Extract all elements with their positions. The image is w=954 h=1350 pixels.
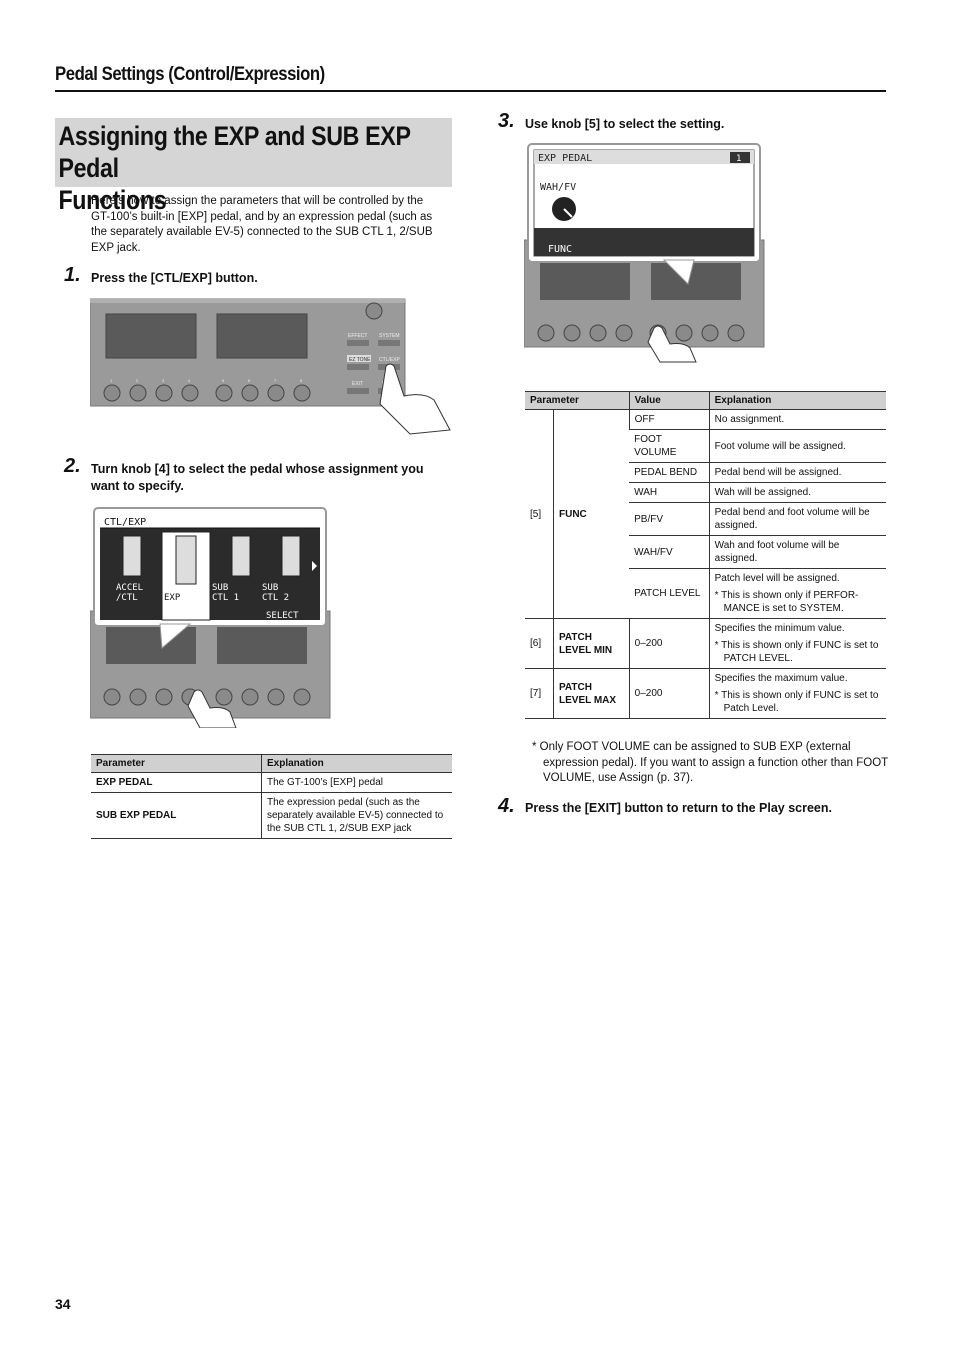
table-cell: PEDAL BEND: [629, 463, 709, 483]
lcd-item-accel: ACCEL: [116, 583, 144, 593]
exp-pedal-icon: [176, 536, 196, 584]
knob: [130, 689, 146, 705]
table-row: [525, 669, 886, 719]
knob: [242, 385, 258, 401]
knob: [268, 689, 284, 705]
settings-table: [525, 391, 886, 719]
accel-pedal-icon: [123, 536, 141, 576]
section-header: [55, 64, 886, 92]
knob-number: 7: [274, 378, 277, 383]
pedal-table: [91, 754, 452, 839]
knob: [538, 325, 554, 341]
knob: [182, 385, 198, 401]
lcd-header: CTL/EXP: [104, 517, 147, 528]
table-cell: Wah and foot volume will be assigned.: [709, 536, 886, 569]
step-3-number: 3.: [498, 110, 515, 132]
step-4-text: Press the [EXIT] button to return to the Play screen.: [525, 801, 832, 815]
sub-ctl2-pedal-icon: [282, 536, 300, 576]
table1-header-explanation: Explanation: [262, 755, 453, 773]
knob-number: 8: [300, 378, 303, 383]
system-button[interactable]: [378, 340, 400, 346]
table-cell: [7]: [525, 669, 554, 719]
exit-button-label: EXIT: [352, 381, 364, 387]
knob-number: 2: [136, 378, 139, 383]
knob: [156, 689, 172, 705]
cell-text: Specifies the minimum value.: [714, 623, 845, 634]
effect-button[interactable]: [347, 340, 369, 346]
table-cell: [6]: [525, 619, 554, 669]
knob: [156, 385, 172, 401]
table-cell: 0–200: [629, 619, 709, 669]
table-cell: SUB EXP PEDAL: [91, 793, 262, 839]
knob: [590, 325, 606, 341]
lcd-page-number: 1: [736, 154, 742, 164]
table1-header-parameter: Parameter: [91, 755, 262, 773]
table-row: [91, 793, 452, 839]
cell-text: Specifies the maximum value.: [714, 673, 848, 684]
step-3-text: Use knob [5] to select the setting.: [525, 117, 725, 131]
table-cell: The GT-100’s [EXP] pedal: [262, 773, 453, 793]
lcd-footer: SELECT: [266, 611, 299, 621]
knob: [564, 325, 580, 341]
table-cell: Pedal bend and foot volume will be assigned.: [709, 503, 886, 536]
knob-number: 1: [110, 378, 113, 383]
ctl-exp-button-label: CTL/EXP: [379, 357, 400, 363]
knob: [216, 689, 232, 705]
knob: [294, 385, 310, 401]
table2-header-parameter: Parameter: [525, 392, 629, 410]
lcd-footer: FUNC: [548, 244, 573, 255]
title-line-1: Assigning the EXP and SUB EXP Pedal: [58, 121, 411, 183]
table-cell: [709, 669, 886, 719]
footnote: * Only FOOT VOLUME can be assigned to SUB EXP (external expression pedal). If you want to assign a function other than FOOT VOLUME, use Assign (p. 37).: [532, 741, 888, 784]
table-cell: Foot volume will be assigned.: [709, 430, 886, 463]
value-knob: [366, 303, 382, 319]
panel-illustration-2: [90, 506, 335, 728]
table-cell: FOOT VOLUME: [629, 430, 709, 463]
table-cell: [709, 569, 886, 619]
table-row: [525, 410, 886, 430]
cell-note: * This is shown only if FUNC is set to PATCH LEVEL.: [714, 640, 879, 664]
knob: [728, 325, 744, 341]
knob-number: 4: [188, 378, 191, 383]
table-cell: EXP PEDAL: [91, 773, 262, 793]
knob-number: 6: [248, 378, 251, 383]
knob: [216, 385, 232, 401]
lcd-item-sub2-2: CTL 2: [262, 593, 290, 603]
effect-button-label: EFFECT: [348, 333, 368, 339]
table-cell: PATCH LEVEL MIN: [554, 619, 630, 669]
knob-number: 3: [162, 378, 165, 383]
cell-note: * This is shown only if FUNC is set to Patch Level.: [714, 690, 879, 714]
table-cell: Wah will be assigned.: [709, 483, 886, 503]
lcd-item-exp: EXP: [164, 593, 181, 603]
ez-tone-button[interactable]: [347, 364, 369, 370]
lcd-item-accel-2: /CTL: [116, 593, 138, 603]
table2-header-explanation: Explanation: [709, 392, 886, 410]
table-cell: Pedal bend will be assigned.: [709, 463, 886, 483]
cell-text: Patch level will be assigned.: [714, 573, 840, 584]
display-right: [217, 314, 307, 358]
table-cell: PB/FV: [629, 503, 709, 536]
table-row: [91, 773, 452, 793]
table-cell: PATCH LEVEL: [629, 569, 709, 619]
lcd-param: WAH/FV: [540, 182, 577, 193]
table-cell: 0–200: [629, 669, 709, 719]
table-cell: OFF: [629, 410, 709, 430]
exit-button[interactable]: [347, 388, 369, 394]
table-cell: [709, 619, 886, 669]
table-cell: WAH: [629, 483, 709, 503]
table-cell: PATCH LEVEL MAX: [554, 669, 630, 719]
lcd-item-sub1-2: CTL 1: [212, 593, 240, 603]
display-left: [106, 314, 196, 358]
step-2-text: Turn knob [4] to select the pedal whose assignment you want to specify.: [91, 462, 424, 493]
knob: [130, 385, 146, 401]
page-number: 34: [55, 1296, 71, 1312]
cell-note: * This is shown only if PERFOR-MANCE is set to SYSTEM.: [714, 590, 859, 614]
step-2-number: 2.: [64, 455, 81, 477]
table-row: [525, 619, 886, 669]
table-cell: No assignment.: [709, 410, 886, 430]
knob: [104, 689, 120, 705]
knob: [702, 325, 718, 341]
table-cell: WAH/FV: [629, 536, 709, 569]
knob: [294, 689, 310, 705]
title-line-2: Functions: [58, 185, 167, 215]
lcd-header: EXP PEDAL: [538, 153, 593, 164]
table2-header-value: Value: [629, 392, 709, 410]
ez-tone-button-label: EZ TONE: [349, 357, 371, 363]
step-1-number: 1.: [64, 264, 81, 286]
knob-number: 5: [222, 378, 225, 383]
system-button-label: SYSTEM: [379, 333, 400, 339]
table-cell: FUNC: [554, 410, 630, 619]
lcd-item-sub2: SUB: [262, 583, 279, 593]
panel-illustration-3: [524, 142, 769, 364]
step-4-number: 4.: [498, 795, 515, 817]
knob: [676, 325, 692, 341]
pointing-hand-icon: [380, 364, 450, 434]
lcd-item-sub1: SUB: [212, 583, 229, 593]
table-cell: [5]: [525, 410, 554, 619]
knob: [104, 385, 120, 401]
knob: [616, 325, 632, 341]
sub-ctl1-pedal-icon: [232, 536, 250, 576]
knob: [268, 385, 284, 401]
panel-illustration-1: [90, 296, 455, 436]
intro-paragraph: Here’s how to assign the parameters that will be controlled by the GT-100’s built-in [EXP] pedal, and by an expression pedal (such as the separately available EV-5) connected to the SUB CTL 1, 2/SUB EXP jack.: [91, 195, 433, 254]
step-1-text: Press the [CTL/EXP] button.: [91, 271, 258, 285]
title-box: [55, 118, 452, 215]
section-title: Pedal Settings (Control/Expression): [55, 64, 325, 85]
knob: [242, 689, 258, 705]
table-cell: The expression pedal (such as the separately available EV-5) connected to the SUB CTL 1, 2/SUB EXP jack: [262, 793, 453, 839]
